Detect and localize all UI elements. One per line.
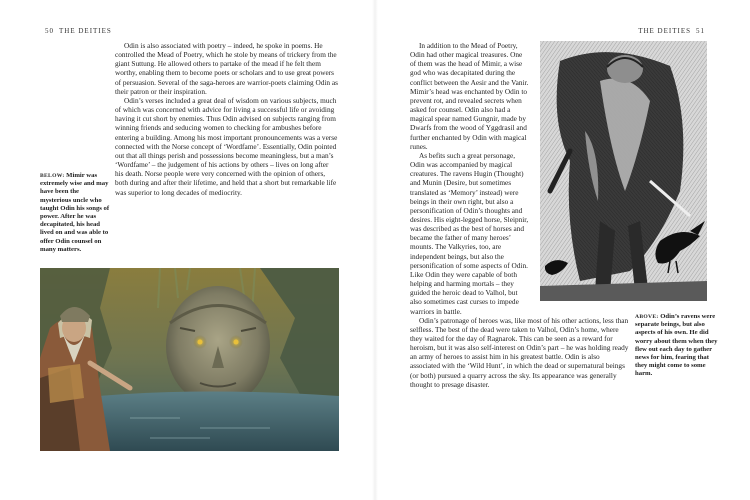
- paragraph: In addition to the Mead of Poetry, Odin had other magical treasures. One of them was the head of Mimir, a wise god who was decapitated during the conflict between the Aesir and the Vanir. Mimir’s head was enchanted by Odin to prevent rot, and revealed secrets when asked for counsel. Odin also had a magical spear named Gungnir, made by Dwarfs from the wood of Yggdrasil and further enchanted by Odin with magical runes.: [410, 41, 529, 151]
- running-head-right: [638, 27, 710, 35]
- page-number: 50: [45, 27, 54, 35]
- section-title: THE DEITIES: [59, 27, 112, 35]
- caption-lead: ABOVE:: [635, 314, 659, 320]
- page-number: 51: [696, 27, 705, 35]
- left-body-text: [115, 41, 338, 197]
- odin-ravens-engraving: [540, 41, 707, 301]
- section-title: THE DEITIES: [638, 27, 691, 35]
- right-page: [375, 0, 750, 500]
- caption-lead: BELOW:: [40, 173, 65, 179]
- paragraph: As befits such a great personage, Odin was accompanied by magical creatures. The ravens Hugin (Thought) and Munin (Desire, but sometimes translated as ‘Memory’ instead) were beings in their own right, but also a personification of Odin’s thoughts and desires. His eight-legged horse, Sleipnir, was described as the best of horses and became the father of many heroes’ mounts. The Valkyries, too, are independent beings, but also the personification of some aspects of Odin. Like Odin they were capable of both helping and harming mortals – they guided the heroic dead to Valhol, but also sometimes cast curses to impede warriors in battle.: [410, 150, 529, 316]
- odin-and-mimir-painting: [40, 268, 339, 451]
- paragraph: Odin’s patronage of heroes was, like most of his other actions, less than selfless. The best of the dead were taken to Valhol, Odin’s home, where they waited for the day of Ragnarok. This can be seen as a reward for heroism, but it was also self-interest on Odin’s part – he was holding ready an army of heroes to assist him in his greatest battle. Odin is also associated with the ‘Wild Hunt’, in which the dead or supernatural beings (or both) pursued a quarry across the sky. Its appearance was generally thought to presage disaster.: [410, 315, 629, 389]
- caption-mimir: [40, 172, 110, 254]
- caption-text: Mimir was extremely wise and may have been the mysterious uncle who taught Odin his songs of power. After he was decapitated, his head lived on and was able to offer Odin counsel on many matters.: [40, 172, 110, 253]
- paragraph: Odin’s verses included a great deal of wisdom on various subjects, much of which was concerned with advice for living a successful life or avoiding having it cut short by enemies. Thus Odin advised on subjects ranging from winning friends and seducing women to checking for ambushes before entering a building. Among his most important pronouncements was a verse connected with the Norse concept of ‘Wordfame’. Essentially, Odin pointed out that all things perish and possessions become meaningless, but a man’s ‘Wordfame’ – the judgement of his actions by others – lives on long after his death. Norse people were very concerned with the opinion of others, both during and after their lifetime, and held that a short but remarkable life was superior to long decades of mediocrity.: [115, 95, 338, 197]
- caption-text: Odin’s ravens were separate beings, but also aspects of his own. He did worry about them when they flew out each day to gather news for him, fearing that they might come to some harm.: [635, 313, 718, 378]
- paragraph: Odin is also associated with poetry – indeed, he spoke in poems. He controlled the Mead of Poetry, which he stole by means of trickery from the giant Suttung. He allowed others to partake of the mead if he felt them worthy, enabling them to become poets or scholars and to use great powers of persuasion. Several of the saga-heroes are warrior-poets claiming Odin as their patron or their inspiration.: [115, 41, 338, 96]
- running-head-left: [40, 27, 112, 35]
- caption-ravens: [635, 313, 721, 379]
